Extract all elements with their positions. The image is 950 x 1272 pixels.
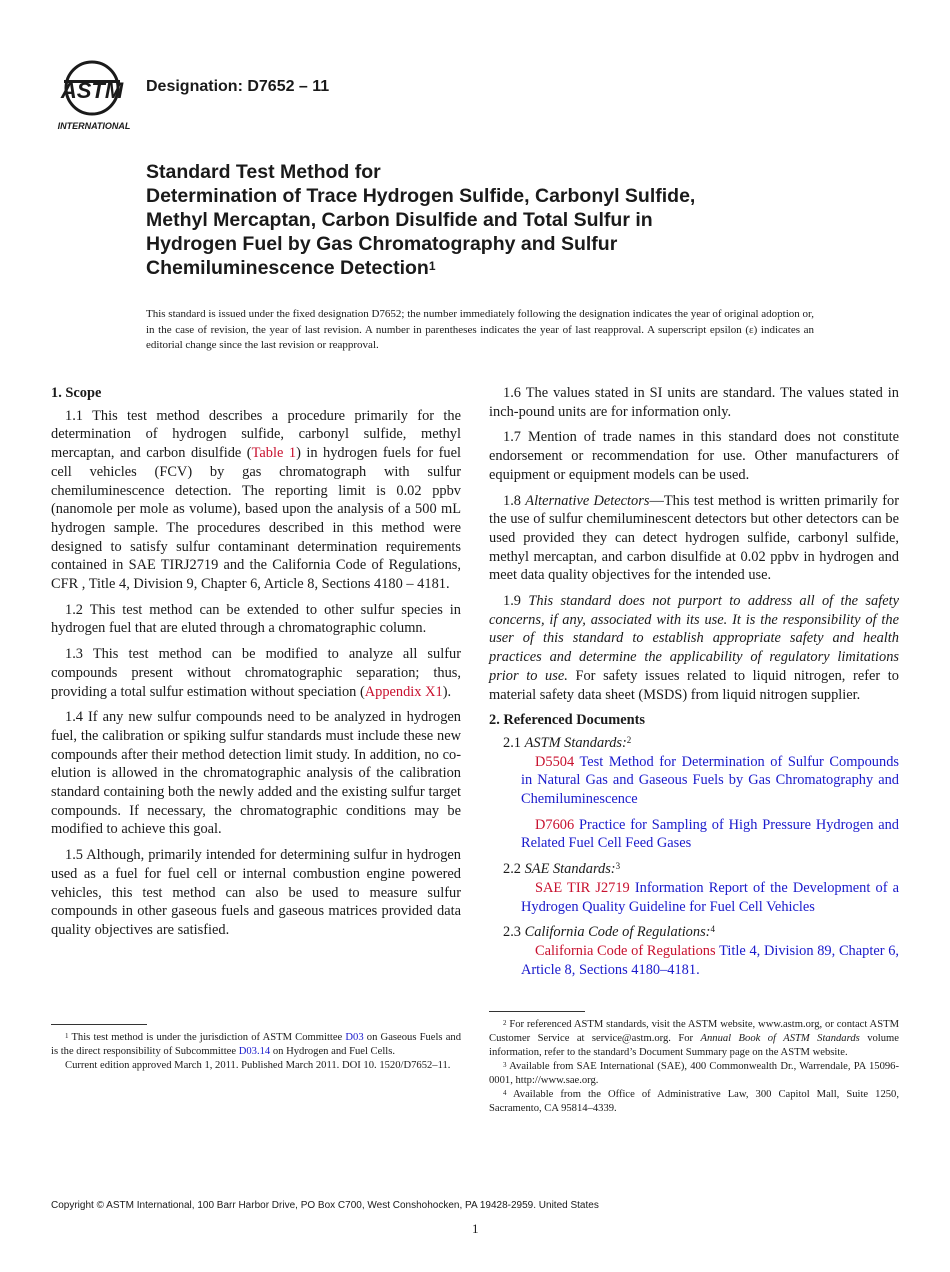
table-1-link[interactable]: Table 1	[251, 445, 297, 462]
section-2-3: 2.3 California Code of Regulations:$^4$	[503, 924, 715, 941]
d03-14-link[interactable]: D03.14	[238, 1046, 271, 1057]
footnote-3: $^3$ Available from SAE International (SAE), 400 Commonwealth Dr., Warrendale, PA 15096-0001, http://www.sae.org.	[489, 1061, 899, 1086]
para-1-5: 1.5 Although, primarily intended for determining sulfur in hydrogen used as a fuel for fuel cell or internal combustion engine powered vehicles, this test method can also be used to measure sulfur compounds in other gaseous fuels and gaseous matrices provided data quality objectives are satisfied.	[51, 847, 461, 938]
footnotes-right	[489, 1011, 899, 1116]
right-column	[489, 384, 899, 986]
para-1-4: 1.4 If any new sulfur compounds need to be analyzed in hydrogen fuel, the calibration or spiking sulfur standards must include these new compounds after their method detection limit study. In addition, no co-elution is allowed in the chromatographic analysis of the calibration standard containing both the newly added and the existing sulfur target compounds. If necessary, the chromatographic conditions may be modified to achieve this goal.	[51, 709, 461, 838]
footnote-2-mark[interactable]: 2	[626, 734, 632, 745]
d5504-title-link[interactable]: Test Method for Determination of Sulfur Compounds in Natural Gas and Gaseous Fuels by Gas Chromatography and Chemiluminescence	[521, 753, 899, 808]
para-1-6: 1.6 The values stated in SI units are standard. The values stated in inch-pound units are for information only.	[489, 385, 899, 420]
section-2-2: 2.2 SAE Standards:$^3$	[503, 861, 621, 878]
footnote-divider	[489, 1011, 585, 1012]
ref-sae	[489, 879, 899, 916]
logo-text: INTERNATIONAL	[57, 121, 131, 131]
footnote-1: $^1$ This test method is under the jurisdiction of ASTM Committee D03 on Gaseous Fuels and is the direct responsibility of Subcommittee D03.14 on Hydrogen and Fuel Cells.	[51, 1032, 461, 1057]
astm-logo	[52, 58, 136, 134]
title-line-3: Methyl Mercaptan, Carbon Disulfide and Total Sulfur in	[146, 209, 653, 231]
footnote-3-mark[interactable]: 3	[615, 861, 621, 872]
ref-d5504	[489, 753, 899, 809]
left-column	[51, 384, 461, 947]
appendix-x1-link[interactable]: Appendix X1	[364, 683, 443, 700]
para-1-8: 1.8 Alternative Detectors—This test method is written primarily for the use of sulfur chemiluminescent detectors but other detectors can be used provided they can detect hydrogen sulfide, carbonyl sulfide, methyl mercaptan, and carbon disulfide at 0.02 ppbv in hydrogen and meet data quality objectives for the intended use.	[489, 492, 899, 584]
d03-link[interactable]: D03	[345, 1032, 364, 1043]
scope-heading: 1. Scope	[51, 385, 102, 401]
footnote-2: $^2$ For referenced ASTM standards, visit the ASTM website, www.astm.org, or contact ASTM Customer Service at service@astm.org. For Annual Book of ASTM Standards volume information, refer to the standard’s Document Summary page on the ASTM website.	[489, 1019, 899, 1058]
standard-notice: This standard is issued under the fixed designation D7652; the number immediately following the designation indicates the year of original adoption or, in the case of revision, the year of last revision. A number in parentheses indicates the year of last reapproval. A superscript epsilon (ε) indicates an editorial change since the last revision or reapproval.	[146, 308, 814, 351]
d5504-link[interactable]: D5504	[535, 753, 575, 770]
sae-title-link[interactable]: Information Report of the Development of a Hydrogen Quality Guideline for Fuel Cell Vehicles	[521, 879, 899, 915]
para-1-2: 1.2 This test method can be extended to other sulfur species in hydrogen fuel that are eluted through a chromatographic column.	[51, 601, 461, 637]
title-line-1: Standard Test Method for	[146, 161, 381, 183]
ref-ccr	[489, 942, 899, 979]
ccr-title-link[interactable]: Title 4, Division 89, Chapter 6, Article 8, Sections 4180–4181.	[521, 942, 900, 978]
para-1-3: 1.3 This test method can be modified to analyze all sulfur compounds present without chromatographic separation; thus, providing a total sulfur estimation without speciation (Appendix X1).	[51, 646, 461, 700]
copyright: Copyright © ASTM International, 100 Barr Harbor Drive, PO Box C700, West Conshohocken, PA 19428-2959. United States	[51, 1200, 599, 1211]
title-footnote-mark[interactable]: 1	[428, 259, 436, 273]
title-line-2: Determination of Trace Hydrogen Sulfide, Carbonyl Sulfide,	[146, 185, 696, 207]
ccr-link[interactable]: California Code of Regulations	[535, 942, 716, 959]
document-title	[146, 160, 846, 280]
para-1-9: 1.9 This standard does not purport to address all of the safety concerns, if any, associated with its use. It is the responsibility of the user of this standard to establish appropriate safety and health practices and determine the applicability of regulatory limitations prior to use. For safety issues related to liquid nitrogen, refer to material safety data sheet (MSDS) from liquid nitrogen supplier.	[489, 593, 900, 703]
para-1-7: 1.7 Mention of trade names in this standard does not constitute endorsement or recommendation for use. Other manufacturers of equipment or equipment models can be used.	[489, 429, 899, 483]
page-number: 1	[472, 1221, 479, 1236]
referenced-docs-heading: 2. Referenced Documents	[489, 712, 645, 729]
sae-link[interactable]: SAE TIR J2719	[535, 879, 630, 896]
d7606-title-link[interactable]: Practice for Sampling of High Pressure Hydrogen and Related Fuel Cell Feed Gases	[521, 816, 899, 852]
section-2-1: 2.1 ASTM Standards:$^2$	[503, 734, 632, 751]
designation: Designation: D7652 – 11	[146, 78, 330, 95]
footnote-divider	[51, 1024, 147, 1025]
para-1-1: 1.1 This test method describes a procedure primarily for the determination of hydrogen sulfide, carbonyl sulfide, methyl mercaptan, and carbon disulfide (Table 1) in hydrogen fuels for fuel cell vehicles (FCV) by gas chromatograph with sulfur chemiluminescence detection. The reporting limit is 0.02 ppbv (nanomole per mole as volume), based upon the analysis of a 500 mL hydrogen sample. The procedures described in this method were designed to satisfy sulfur contaminant determination requirements contained in SAE TIRJ2719 and the California Code of Regulations, CFR , Title 4, Division 9, Chapter 6, Article 8, Sections 4180 – 4181.	[51, 407, 462, 593]
svg-text:ASTM: ASTM	[60, 78, 124, 103]
d7606-link[interactable]: D7606	[535, 816, 575, 833]
ref-d7606	[489, 816, 899, 853]
title-line-4: Hydrogen Fuel by Gas Chromatography and Sulfur	[146, 233, 618, 255]
footnote-4: $^4$ Available from the Office of Administrative Law, 300 Capitol Mall, Suite 1250, Sacramento, CA 95814–4339.	[489, 1089, 899, 1114]
footnotes-left	[51, 1024, 461, 1073]
edition-note: Current edition approved March 1, 2011. Published March 2011. DOI 10. 1520/D7652–11.	[65, 1060, 451, 1071]
footnote-4-mark[interactable]: 4	[710, 924, 715, 935]
title-line-5: Chemiluminescence Detection	[146, 257, 429, 279]
